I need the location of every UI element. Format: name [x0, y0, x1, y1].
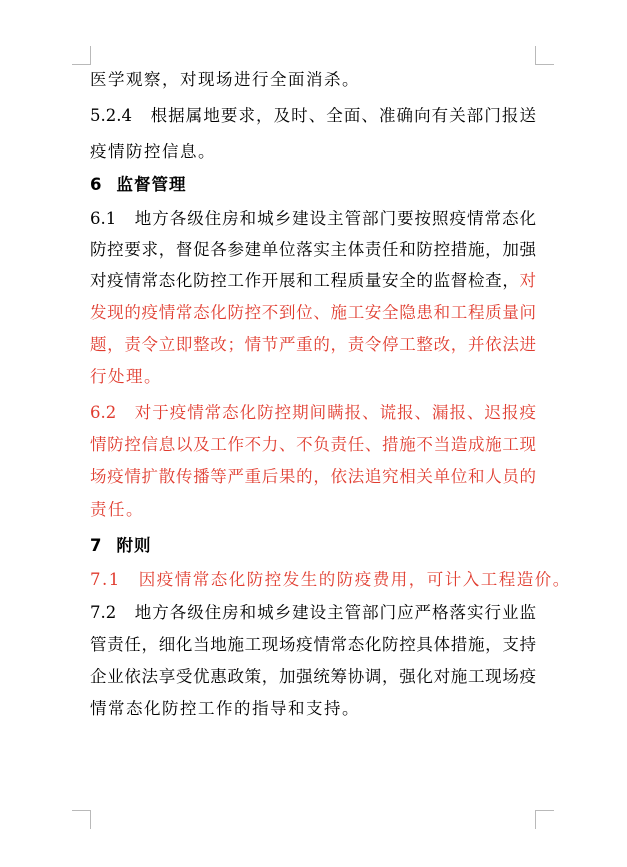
paragraph-line — [90, 265, 536, 297]
clause-number: 7.1 — [90, 570, 139, 589]
paragraph-line: 疫情防控信息。 — [90, 142, 216, 161]
paragraph-line: 7.2 地方各级住房和城乡建设主管部门应严格落实行业监 — [90, 603, 536, 622]
crop-mark-bottom-right — [535, 810, 554, 829]
paragraph-line: 防控要求，督促各参建单位落实主体责任和防控措施，加强 — [90, 240, 536, 259]
line-text: 因疫情常态化防控发生的防疫费用，可计入工程造价。 — [138, 570, 571, 589]
highlighted-line — [90, 564, 571, 596]
highlighted-line: 行处理。 — [90, 367, 162, 386]
highlighted-line: 责任。 — [90, 500, 144, 519]
highlighted-line: 场疫情扩散传播等严重后果的，依法追究相关单位和人员的 — [90, 467, 536, 486]
line-text: 对疫情常态化防控工作开展和工程质量安全的监督检查， — [90, 271, 520, 290]
section-heading — [90, 530, 151, 562]
paragraph-line: 企业依法享受优惠政策，加强统筹协调，强化对施工现场疫 — [90, 667, 536, 686]
section-title: 附则 — [116, 536, 152, 555]
paragraph-line: 5.2.4 根据属地要求，及时、全面、准确向有关部门报送 — [90, 106, 536, 125]
highlighted-line: 6.2 对于疫情常态化防控期间瞒报、谎报、漏报、迟报疫 — [90, 403, 536, 422]
highlighted-line: 发现的疫情常态化防控不到位、施工安全隐患和工程质量问 — [90, 303, 536, 322]
highlighted-text: 对 — [519, 271, 536, 290]
highlighted-line: 题，责令立即整改；情节严重的，责令停工整改，并依法进 — [90, 335, 536, 354]
paragraph-line: 管责任，细化当地施工现场疫情常态化防控具体措施，支持 — [90, 635, 536, 654]
crop-mark-top-right — [535, 46, 554, 65]
paragraph-line: 医学观察，对现场进行全面消杀。 — [90, 70, 360, 89]
section-title: 监督管理 — [116, 175, 187, 194]
paragraph-line: 6.1 地方各级住房和城乡建设主管部门要按照疫情常态化 — [90, 209, 536, 228]
highlighted-line: 情防控信息以及工作不力、不负责任、措施不当造成施工现 — [90, 435, 536, 454]
section-number: 6 — [90, 175, 103, 194]
crop-mark-top-left — [72, 46, 91, 65]
crop-mark-bottom-left — [72, 810, 91, 829]
paragraph-line: 情常态化防控工作的指导和支持。 — [90, 699, 360, 718]
section-heading — [90, 169, 186, 201]
section-number: 7 — [90, 536, 103, 555]
